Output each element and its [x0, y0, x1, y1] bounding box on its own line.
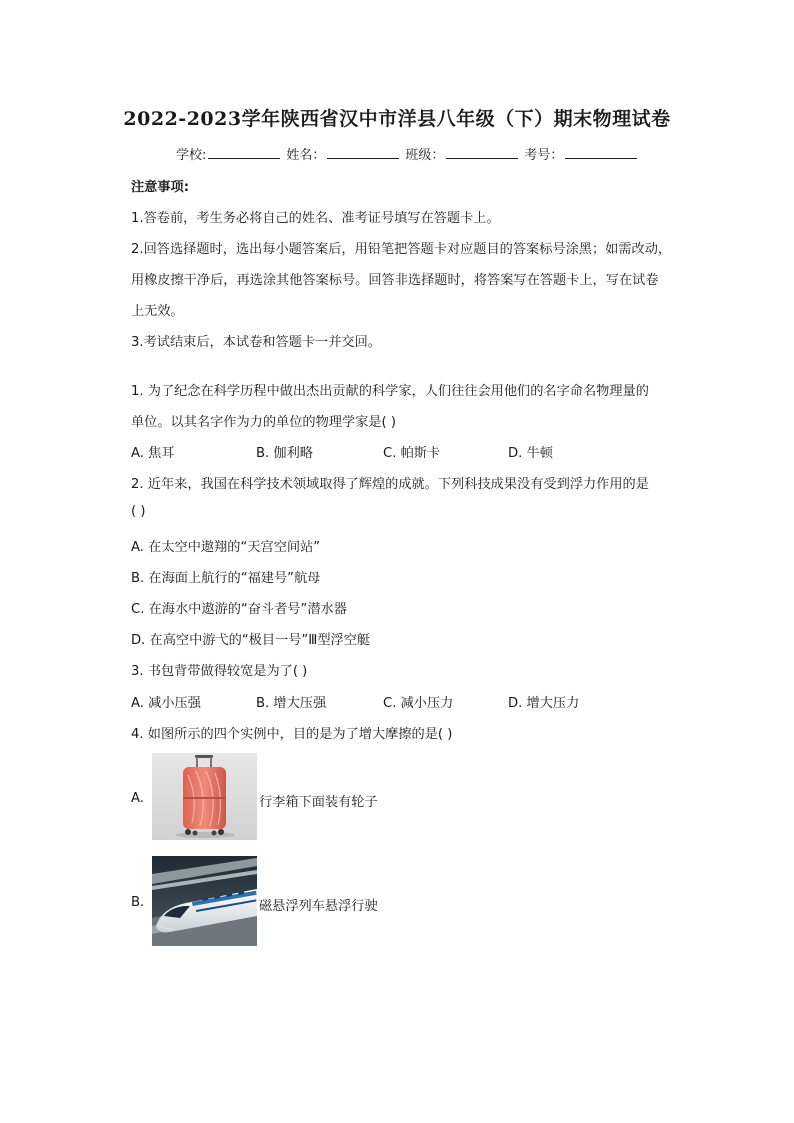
maglev-train-image	[152, 856, 257, 946]
question-1-text: 1. 为了纪念在科学历程中做出杰出贡献的科学家，人们往往会用他们的名字命名物理量的	[131, 384, 649, 399]
question-2-option-b: B. 在海面上航行的“福建号”航母	[131, 571, 321, 586]
question-2-option-c: C. 在海水中遨游的“奋斗者号”潜水器	[131, 602, 347, 617]
option-b: B. 伽利略	[256, 446, 313, 461]
notice-item: 3.考试结束后，本试卷和答题卡一并交回。	[131, 335, 381, 350]
notice-item: 1.答卷前，考生务必将自己的姓名、准考证号填写在答题卡上。	[131, 211, 500, 226]
option-d: D. 牛顿	[508, 446, 553, 461]
notice-item: 用橡皮擦干净后，再选涂其他答案标号。回答非选择题时，将答案写在答题卡上，写在试卷	[131, 273, 659, 288]
option-d: D. 增大压力	[508, 696, 580, 711]
page-title: 2022-2023学年陕西省汉中市洋县八年级（下）期末物理试卷	[123, 108, 671, 130]
option-a: A. 减小压强	[131, 696, 201, 711]
name-blank	[327, 145, 399, 159]
question-4-option-a-letter: A.	[131, 791, 144, 806]
notice-heading: 注意事项:	[131, 180, 190, 195]
question-2-option-d: D. 在高空中游弋的“极目一号”Ⅲ型浮空艇	[131, 633, 371, 648]
option-c: C. 减小压力	[383, 696, 454, 711]
option-c: C. 帕斯卡	[383, 446, 441, 461]
name-label: 姓名：	[286, 148, 326, 163]
question-4-option-b-caption: 磁悬浮列车悬浮行驶	[259, 899, 378, 914]
number-label: 考号：	[524, 148, 564, 163]
question-1-text: 单位。以其名字作为力的单位的物理学家是( )	[131, 415, 397, 430]
question-2-text: 2. 近年来，我国在科学技术领域取得了辉煌的成就。下列科技成果没有受到浮力作用的是	[131, 477, 649, 492]
class-blank	[446, 145, 518, 159]
student-info-row	[176, 144, 643, 163]
school-label: 学校:	[176, 148, 207, 163]
question-4-option-b-letter: B.	[131, 895, 145, 910]
notice-item: 上无效。	[131, 304, 184, 319]
option-b: B. 增大压强	[256, 696, 327, 711]
question-3-text: 3. 书包背带做得较宽是为了( )	[131, 664, 308, 679]
suitcase-image	[152, 753, 257, 840]
question-4-text: 4. 如图所示的四个实例中，目的是为了增大摩擦的是( )	[131, 727, 453, 742]
number-blank	[565, 145, 637, 159]
option-a: A. 焦耳	[131, 446, 175, 461]
school-blank	[208, 145, 280, 159]
question-2-text: ( )	[131, 504, 146, 519]
question-2-option-a: A. 在太空中遨翔的“天宫空间站”	[131, 540, 321, 555]
question-4-option-a-caption: 行李箱下面装有轮子	[259, 795, 378, 810]
notice-item: 2.回答选择题时，选出每小题答案后，用铅笔把答题卡对应题目的答案标号涂黑；如需改动，	[131, 242, 672, 257]
class-label: 班级：	[405, 148, 445, 163]
